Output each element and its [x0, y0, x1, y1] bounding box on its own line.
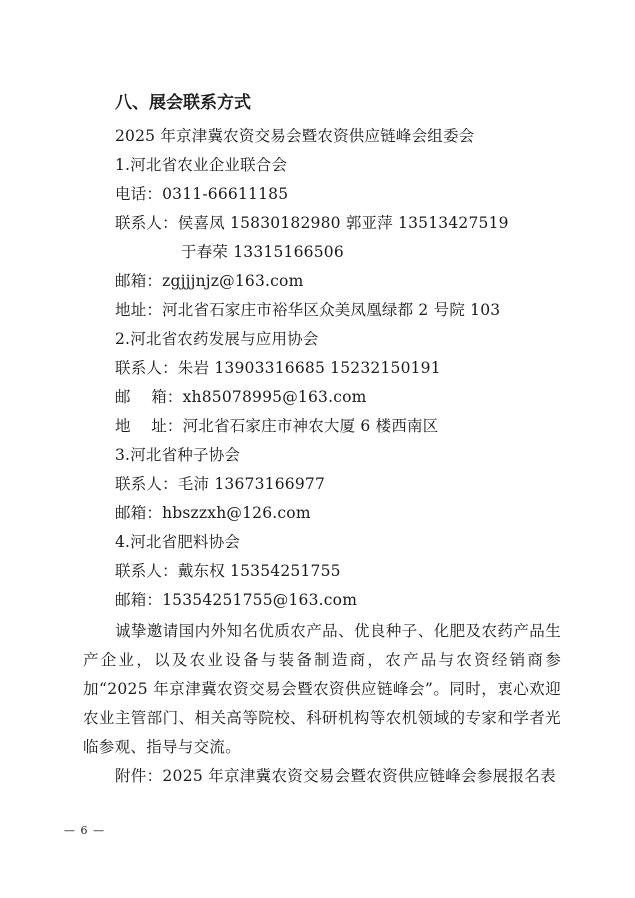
org-1-phone: 电话：0311-66611185 [115, 185, 289, 203]
org-4-name: 4.河北省肥料协会 [115, 533, 241, 551]
org-1-address: 地址：河北省石家庄市裕华区众美凤凰绿都 2 号院 103 [115, 301, 501, 319]
org-1-contacts-cont: 于春荣 13315166506 [181, 243, 344, 261]
organizer-line: 2025 年京津冀农资交易会暨农资供应链峰会组委会 [115, 127, 475, 145]
org-1-email: 邮箱：zgjjjnjz@163.com [115, 272, 304, 290]
org-2-email: 邮 箱：xh85078995@163.com [115, 388, 367, 406]
org-2-contacts: 联系人：朱岩 13903316685 15232150191 [115, 359, 441, 377]
section-heading: 八、展会联系方式 [115, 93, 251, 113]
org-1-contacts: 联系人：侯喜凤 15830182980 郭亚萍 13513427519 [115, 214, 509, 232]
org-3-name: 3.河北省种子协会 [115, 446, 241, 464]
org-4-email: 邮箱：15354251755@163.com [115, 591, 358, 609]
org-3-email: 邮箱：hbszzxh@126.com [115, 504, 311, 522]
org-2-name: 2.河北省农药发展与应用协会 [115, 330, 319, 348]
org-3-contacts: 联系人：毛沛 13673166977 [115, 475, 326, 493]
org-2-address: 地 址：河北省石家庄市神农大厦 6 楼西南区 [115, 417, 439, 435]
attachment-paragraph: 附件：2025 年京津冀农资交易会暨农资供应链峰会参展报名表 [115, 767, 556, 785]
org-4-contacts: 联系人：戴东权 15354251755 [115, 562, 341, 580]
org-1-name: 1.河北省农业企业联合会 [115, 156, 288, 174]
invitation-paragraph: 诚挚邀请国内外知名优质农产品、优良种子、化肥及农药产品生产企业，以及农业设备与装备制造商，农产品与农资经销商参加“2025 年京津冀农资交易会暨农资供应链峰会”。同时，衷心欢迎农业主管部门、相关高等院校、科研机构等农机领域的专家和学者光临参观、指导与交流。 [83, 622, 561, 756]
page-number: — 6 — [64, 824, 105, 837]
